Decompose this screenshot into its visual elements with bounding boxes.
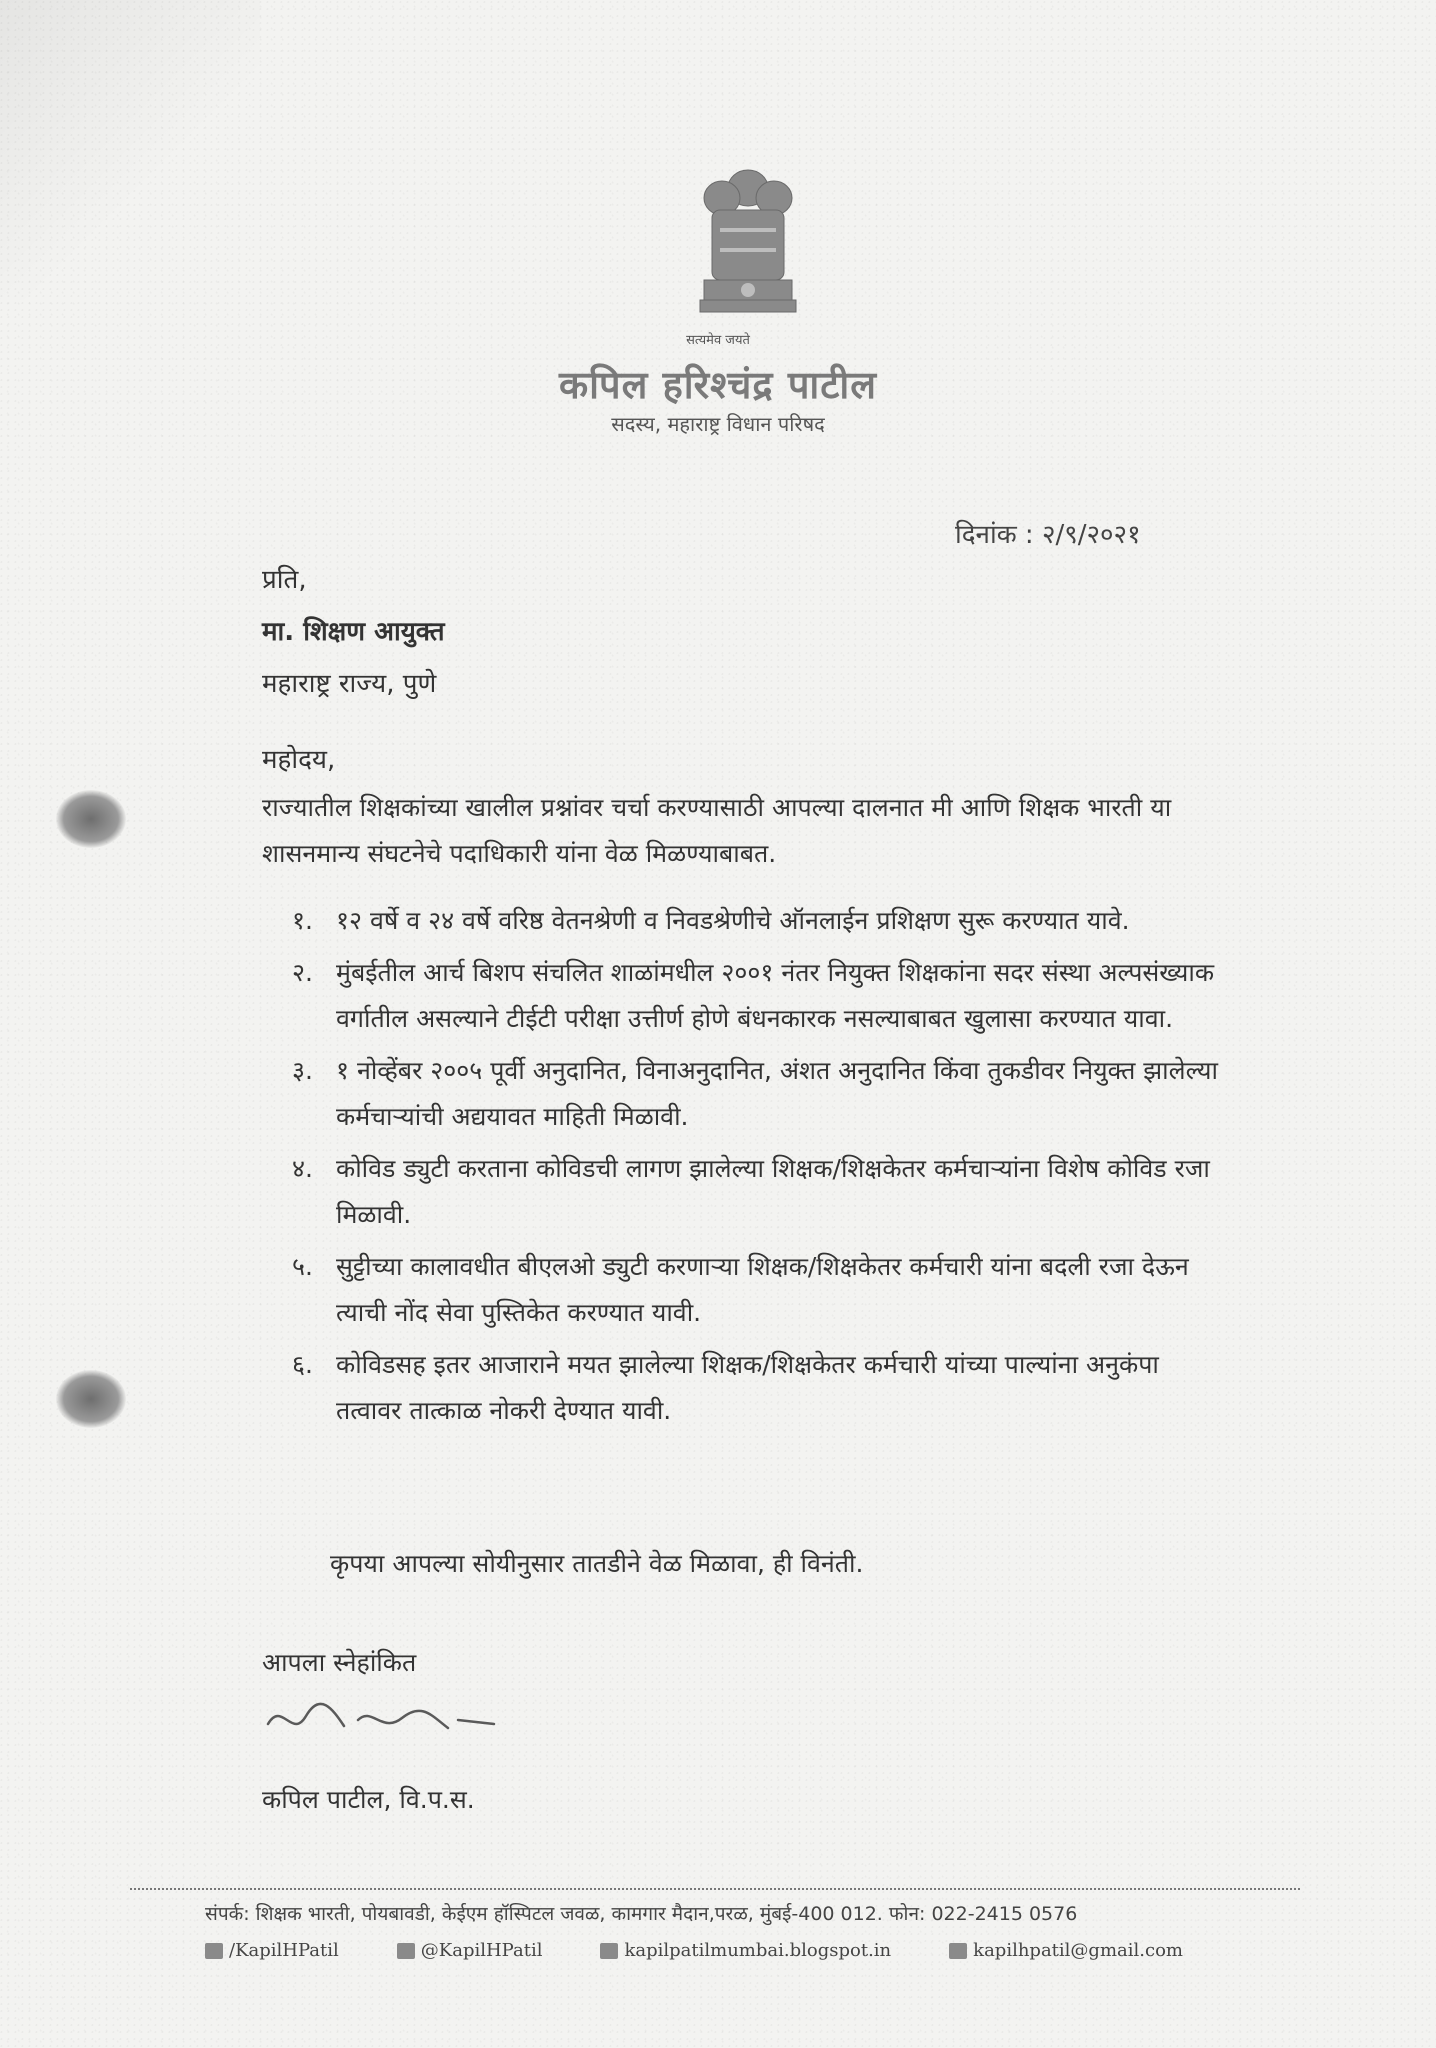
punch-hole — [56, 790, 126, 848]
national-emblem-icon — [690, 158, 806, 338]
email-icon — [949, 1943, 967, 1959]
greeting: महोदय, — [262, 745, 336, 775]
list-item-text: कोविडसह इतर आजाराने मयत झालेल्या शिक्षक/शिक्षकेतर कर्मचारी यांच्या पाल्यांना अनुकंपा तत्वावर तात्काळ नोकरी देण्यात यावी. — [336, 1350, 1159, 1425]
list-item-text: सुट्टीच्या कालावधीत बीएलओ ड्युटी करणाऱ्या शिक्षक/शिक्षकेतर कर्मचारी यांना बदली रजा देऊन त्याची नोंद सेवा पुस्तिकेत करण्यात यावी. — [336, 1252, 1189, 1327]
blog-link[interactable]: kapilpatilmumbai.blogspot.in — [600, 1940, 891, 1961]
page-fold-shadow — [0, 0, 260, 300]
list-item-number: १. — [292, 906, 313, 935]
twitter-link[interactable]: @KapilHPatil — [397, 1940, 543, 1961]
list-item-number: ६. — [292, 1350, 313, 1379]
list-item-text: १२ वर्षे व २४ वर्षे वरिष्ठ वेतनश्रेणी व निवडश्रेणीचे ऑनलाईन प्रशिक्षण सुरू करण्यात यावे. — [336, 906, 1130, 935]
letterhead-name: कपिल हरिश्चंद्र पाटील — [558, 363, 878, 407]
list-item-number: ३. — [292, 1056, 313, 1085]
footer-divider — [130, 1888, 1300, 1890]
facebook-icon — [205, 1943, 223, 1959]
emblem-motto: सत्यमेव जयते — [686, 333, 750, 348]
signatory-name: कपिल पाटील, वि.प.स. — [262, 1785, 475, 1814]
twitter-icon — [397, 1943, 415, 1959]
footer-contact: संपर्क: शिक्षक भारती, पोयबावडी, केईएम हॉस्पिटल जवळ, कामगार मैदान,परळ, मुंबई-400 012. फोन: 022-2415 0576 — [205, 1903, 1078, 1925]
list-item-number: ५. — [292, 1252, 313, 1281]
regards-line: आपला स्नेहांकित — [262, 1648, 417, 1677]
punch-hole — [56, 1370, 126, 1428]
list-item — [292, 950, 1232, 1042]
list-item-text: १ नोव्हेंबर २००५ पूर्वी अनुदानित, विनाअनुदानित, अंशत अनुदानित किंवा तुकडीवर नियुक्त झालेल्या कर्मचाऱ्यांची अद्ययावत माहिती मिळावी. — [336, 1056, 1218, 1131]
demands-list — [292, 898, 1232, 1440]
facebook-link[interactable]: /KapilHPatil — [205, 1940, 339, 1961]
list-item-text: कोविड ड्युटी करताना कोविडची लागण झालेल्या शिक्षक/शिक्षकेतर कर्मचाऱ्यांना विशेष कोविड रजा मिळावी. — [336, 1154, 1210, 1229]
email-link[interactable]: kapilhpatil@gmail.com — [949, 1940, 1183, 1961]
letter-date: दिनांक : २/९/२०२१ — [955, 520, 1141, 550]
closing-request: कृपया आपल्या सोयीनुसार तातडीने वेळ मिळावा, ही विनंती. — [330, 1549, 864, 1578]
list-item — [292, 1342, 1232, 1434]
list-item — [292, 898, 1232, 944]
recipient-address: महाराष्ट्र राज्य, पुणे — [262, 669, 437, 699]
blog-icon — [600, 1943, 618, 1959]
list-item-number: ४. — [292, 1154, 313, 1183]
list-item — [292, 1048, 1232, 1140]
list-item-number: २. — [292, 958, 313, 987]
recipient-title: मा. शिक्षण आयुक्त — [262, 617, 445, 647]
letter-subject: राज्यातील शिक्षकांच्या खालील प्रश्नांवर चर्चा करण्यासाठी आपल्या दालनात मी आणि शिक्षक भारती या शासनमान्य संघटनेचे पदाधिकारी यांना वेळ मिळण्याबाबत. — [262, 793, 1172, 868]
recipient-to: प्रति, — [262, 565, 307, 595]
list-item — [292, 1244, 1232, 1336]
handwritten-signature — [262, 1690, 502, 1750]
list-item-text: मुंबईतील आर्च बिशप संचलित शाळांमधील २००१ नंतर नियुक्त शिक्षकांना सदर संस्था अल्पसंख्याक वर्गातील असल्याने टीईटी परीक्षा उत्तीर्ण होणे बंधनकारक नसल्याबाबत खुलासा करण्यात यावा. — [336, 958, 1215, 1033]
list-item — [292, 1146, 1232, 1238]
footer-social-links — [205, 1940, 1183, 1961]
letterhead-designation: सदस्य, महाराष्ट्र विधान परिषद — [611, 412, 825, 436]
